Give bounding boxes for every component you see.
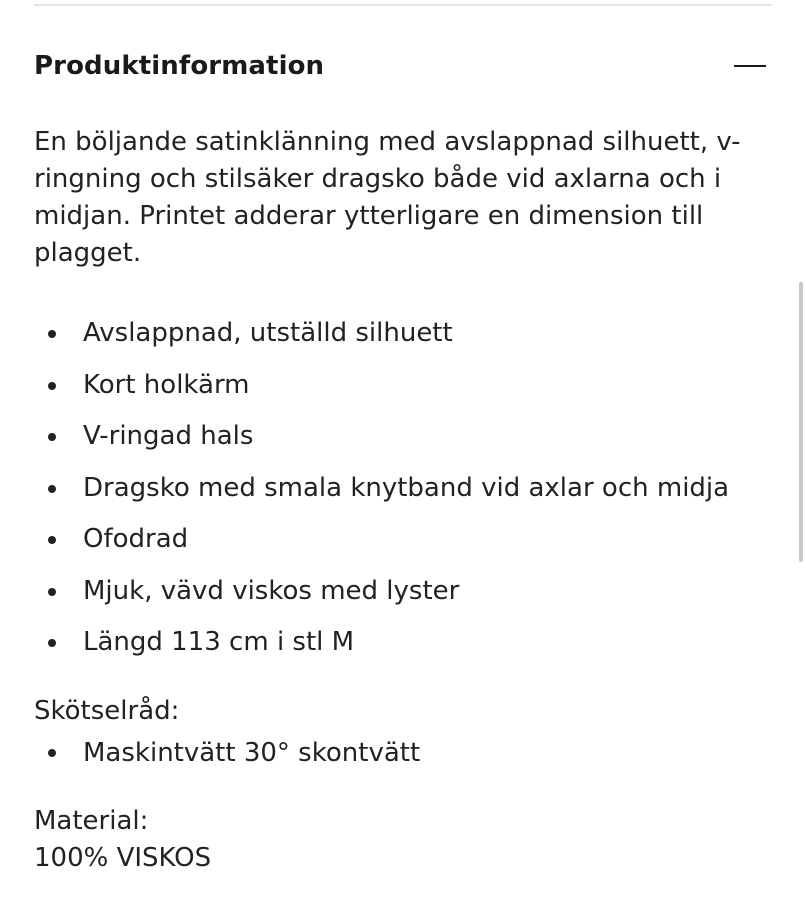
feature-item: V-ringad hals (34, 411, 776, 463)
feature-item: Kort holkärm (34, 360, 776, 412)
feature-item: Dragsko med smala knytband vid axlar och midja (34, 463, 776, 515)
feature-item: Avslappnad, utställd silhuett (34, 308, 776, 360)
feature-item: Mjuk, vävd viskos med lyster (34, 566, 776, 618)
product-info-content (34, 124, 776, 877)
product-description: En böljande satinklänning med avslappnad silhuett, v-ringning och stilsäker dragsko både vid axlarna och i midjan. Printet adderar ytterligare en dimension till plagget. (34, 127, 741, 268)
care-list (34, 731, 776, 775)
scrollbar[interactable] (799, 282, 803, 562)
top-divider (34, 4, 772, 6)
feature-item: Ofodrad (34, 514, 776, 566)
care-heading: Skötselråd: (34, 695, 180, 726)
feature-list (34, 308, 776, 669)
feature-item: Längd 113 cm i stl M (34, 617, 776, 669)
material-value: 100% VISKOS (34, 842, 212, 873)
product-info-accordion-header[interactable] (34, 42, 766, 90)
material-heading: Material: (34, 805, 149, 836)
care-item: Maskintvätt 30° skontvätt (34, 731, 776, 775)
section-title: Produktinformation (34, 51, 325, 81)
minus-icon[interactable] (734, 54, 766, 78)
